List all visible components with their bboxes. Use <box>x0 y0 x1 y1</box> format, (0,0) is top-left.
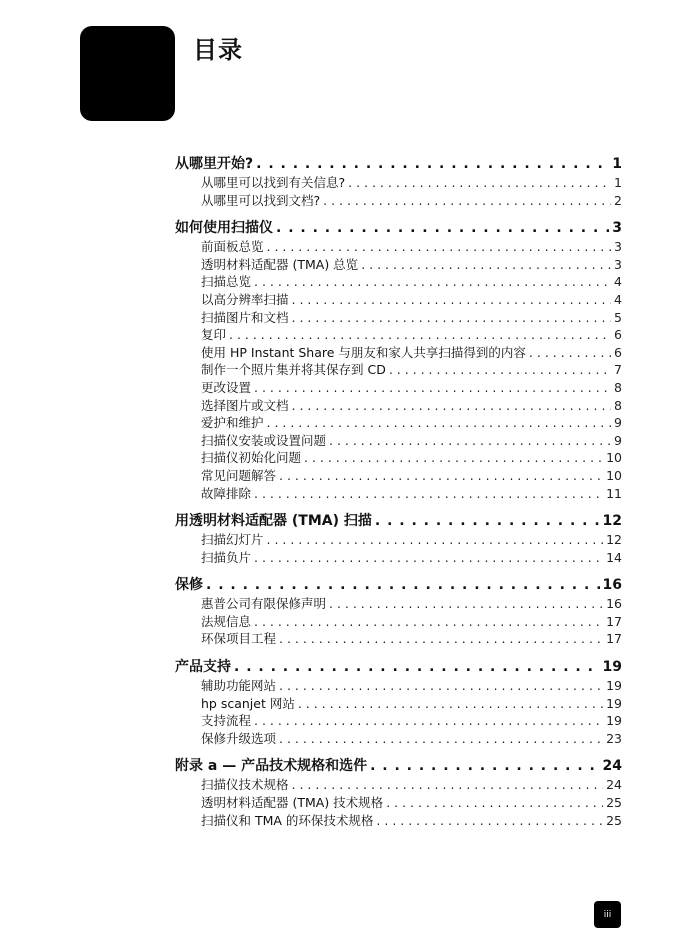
dot-leader <box>267 531 604 549</box>
dot-leader <box>267 414 612 432</box>
toc-section-heading[interactable] <box>175 154 622 174</box>
entry-page-number: 19 <box>606 713 622 729</box>
section-title[interactable]: 如何使用扫描仪 <box>175 220 273 237</box>
dot-leader <box>254 273 611 291</box>
entry-page-number: 6 <box>614 327 622 343</box>
toc-entry[interactable] <box>175 273 622 291</box>
dot-leader <box>256 154 609 174</box>
entry-page-number: 4 <box>614 274 622 290</box>
section-title[interactable]: 保修 <box>175 577 203 594</box>
dot-leader <box>329 432 611 450</box>
table-of-contents <box>175 154 622 838</box>
entry-title[interactable]: 法规信息 <box>201 613 252 629</box>
entry-page-number: 1 <box>614 175 622 190</box>
entry-title[interactable]: 辅助功能网站 <box>201 678 277 694</box>
entry-title[interactable]: 复印 <box>201 327 227 343</box>
entry-title[interactable]: 以高分辨率扫描 <box>201 291 289 307</box>
entry-title[interactable]: 透明材料适配器 (TMA) 总览 <box>201 256 359 272</box>
toc-entry[interactable] <box>175 695 622 713</box>
dot-leader <box>254 712 603 730</box>
dot-leader <box>386 794 603 812</box>
section-page-number: 16 <box>602 577 622 594</box>
toc-entry[interactable] <box>175 712 622 730</box>
dot-leader <box>304 449 603 467</box>
dot-leader <box>323 192 611 210</box>
entry-title[interactable]: 选择图片或文档 <box>201 397 289 413</box>
entry-page-number: 24 <box>606 777 622 793</box>
dot-leader <box>234 657 600 677</box>
dot-leader <box>376 812 603 830</box>
section-page-number: 19 <box>602 659 622 676</box>
dot-leader <box>267 238 612 256</box>
entry-page-number: 3 <box>614 239 622 255</box>
entry-title[interactable]: 前面板总览 <box>201 239 264 255</box>
dot-leader <box>370 756 599 776</box>
dot-leader <box>348 174 611 192</box>
entry-title[interactable]: 制作一个照片集并将其保存到 CD <box>201 362 386 378</box>
entry-page-number: 17 <box>606 631 622 647</box>
toc-section-heading[interactable] <box>175 575 622 595</box>
toc-section <box>175 218 622 502</box>
dot-leader <box>254 379 611 397</box>
dot-leader <box>389 361 611 379</box>
entry-title[interactable]: 更改设置 <box>201 379 252 395</box>
entry-title[interactable]: 故障排除 <box>201 485 252 501</box>
toc-section-heading[interactable] <box>175 756 622 776</box>
toc-entry[interactable] <box>175 485 622 503</box>
entry-title[interactable]: 扫描幻灯片 <box>201 532 264 548</box>
toc-section <box>175 756 622 829</box>
toc-entry[interactable] <box>175 467 622 485</box>
dot-leader <box>276 218 609 238</box>
section-page-number: 3 <box>612 220 622 237</box>
toc-entry[interactable] <box>175 432 622 450</box>
page-title: 目录 <box>193 36 243 64</box>
chapter-tab <box>80 26 175 121</box>
entry-page-number: 11 <box>606 485 622 501</box>
section-page-number: 12 <box>602 513 622 530</box>
entry-title[interactable]: 扫描仪初始化问题 <box>201 450 302 466</box>
toc-entry[interactable] <box>175 613 622 631</box>
entry-title[interactable]: hp scanjet 网站 <box>201 695 295 711</box>
entry-page-number: 16 <box>606 596 622 612</box>
toc-entry[interactable] <box>175 256 622 274</box>
toc-entry[interactable] <box>175 344 622 362</box>
section-title[interactable]: 用透明材料适配器 (TMA) 扫描 <box>175 513 372 530</box>
dot-leader <box>292 776 604 794</box>
toc-section <box>175 657 622 747</box>
toc-section <box>175 154 622 209</box>
entry-page-number: 17 <box>606 613 622 629</box>
dot-leader <box>329 595 603 613</box>
entry-page-number: 7 <box>614 362 622 378</box>
entry-page-number: 9 <box>614 415 622 431</box>
toc-section-heading[interactable] <box>175 511 622 531</box>
dot-leader <box>279 730 603 748</box>
dot-leader <box>206 575 600 595</box>
toc-entry[interactable] <box>175 531 622 549</box>
dot-leader <box>292 291 612 309</box>
entry-title[interactable]: 扫描仪技术规格 <box>201 777 289 793</box>
dot-leader <box>254 485 603 503</box>
entry-page-number: 6 <box>614 344 622 360</box>
toc-section-heading[interactable] <box>175 657 622 677</box>
entry-page-number: 19 <box>606 678 622 694</box>
dot-leader <box>279 677 603 695</box>
toc-entry[interactable] <box>175 192 622 210</box>
section-title[interactable]: 附录 a — 产品技术规格和选件 <box>175 758 368 775</box>
entry-page-number: 14 <box>606 549 622 565</box>
toc-entry[interactable] <box>175 794 622 812</box>
entry-title[interactable]: 扫描图片和文档 <box>201 309 289 325</box>
entry-title[interactable]: 常见问题解答 <box>201 467 277 483</box>
toc-entry[interactable] <box>175 414 622 432</box>
toc-section <box>175 511 622 566</box>
entry-page-number: 10 <box>606 450 622 466</box>
entry-title[interactable]: 环保项目工程 <box>201 631 277 647</box>
entry-page-number: 23 <box>606 730 622 746</box>
dot-leader <box>298 695 603 713</box>
toc-entry[interactable] <box>175 326 622 344</box>
entry-title[interactable]: 扫描负片 <box>201 549 252 565</box>
toc-entry[interactable] <box>175 291 622 309</box>
dot-leader <box>254 613 603 631</box>
toc-entry[interactable] <box>175 595 622 613</box>
dot-leader <box>375 511 600 531</box>
toc-entry[interactable] <box>175 379 622 397</box>
entry-title[interactable]: 扫描仪安装或设置问题 <box>201 432 327 448</box>
entry-title[interactable]: 扫描仪和 TMA 的环保技术规格 <box>201 812 374 828</box>
toc-entry[interactable] <box>175 238 622 256</box>
entry-title[interactable]: 保修升级选项 <box>201 730 277 746</box>
entry-title[interactable]: 爱护和维护 <box>201 415 264 431</box>
entry-title[interactable]: 从哪里可以找到文档? <box>201 192 321 208</box>
dot-leader <box>292 397 612 415</box>
entry-page-number: 10 <box>606 467 622 483</box>
entry-title[interactable]: 从哪里可以找到有关信息? <box>201 175 346 190</box>
toc-entry[interactable] <box>175 361 622 379</box>
toc-entry[interactable] <box>175 549 622 567</box>
section-page-number: 1 <box>612 156 622 172</box>
dot-leader <box>279 630 603 648</box>
entry-page-number: 5 <box>614 309 622 325</box>
entry-page-number: 25 <box>606 795 622 811</box>
toc-section <box>175 575 622 648</box>
dot-leader <box>279 467 603 485</box>
entry-title[interactable]: 支持流程 <box>201 713 252 729</box>
dot-leader <box>229 326 611 344</box>
entry-page-number: 3 <box>614 256 622 272</box>
entry-page-number: 2 <box>614 192 622 208</box>
toc-section-heading[interactable] <box>175 218 622 238</box>
toc-entry[interactable] <box>175 812 622 830</box>
toc-entry[interactable] <box>175 630 622 648</box>
dot-leader <box>361 256 611 274</box>
page-number: iii <box>603 909 612 920</box>
dot-leader <box>529 344 611 362</box>
entry-page-number: 8 <box>614 397 622 413</box>
toc-entry[interactable] <box>175 677 622 695</box>
entry-page-number: 8 <box>614 379 622 395</box>
section-title[interactable]: 产品支持 <box>175 659 231 676</box>
entry-page-number: 9 <box>614 432 622 448</box>
entry-page-number: 19 <box>606 695 622 711</box>
entry-title[interactable]: 惠普公司有限保修声明 <box>201 596 327 612</box>
section-page-number: 24 <box>602 758 622 775</box>
toc-entry[interactable] <box>175 174 622 192</box>
entry-title[interactable]: 扫描总览 <box>201 274 252 290</box>
toc-entry[interactable] <box>175 776 622 794</box>
page-number-badge <box>594 901 621 928</box>
entry-page-number: 4 <box>614 291 622 307</box>
dot-leader <box>254 549 603 567</box>
toc-entry[interactable] <box>175 730 622 748</box>
toc-entry[interactable] <box>175 309 622 327</box>
entry-page-number: 12 <box>606 532 622 548</box>
dot-leader <box>292 309 612 327</box>
entry-title[interactable]: 透明材料适配器 (TMA) 技术规格 <box>201 795 384 811</box>
entry-title[interactable]: 使用 HP Instant Share 与朋友和家人共享扫描得到的内容 <box>201 344 526 360</box>
toc-entry[interactable] <box>175 449 622 467</box>
section-title[interactable]: 从哪里开始? <box>175 156 254 172</box>
entry-page-number: 25 <box>606 812 622 828</box>
toc-entry[interactable] <box>175 397 622 415</box>
